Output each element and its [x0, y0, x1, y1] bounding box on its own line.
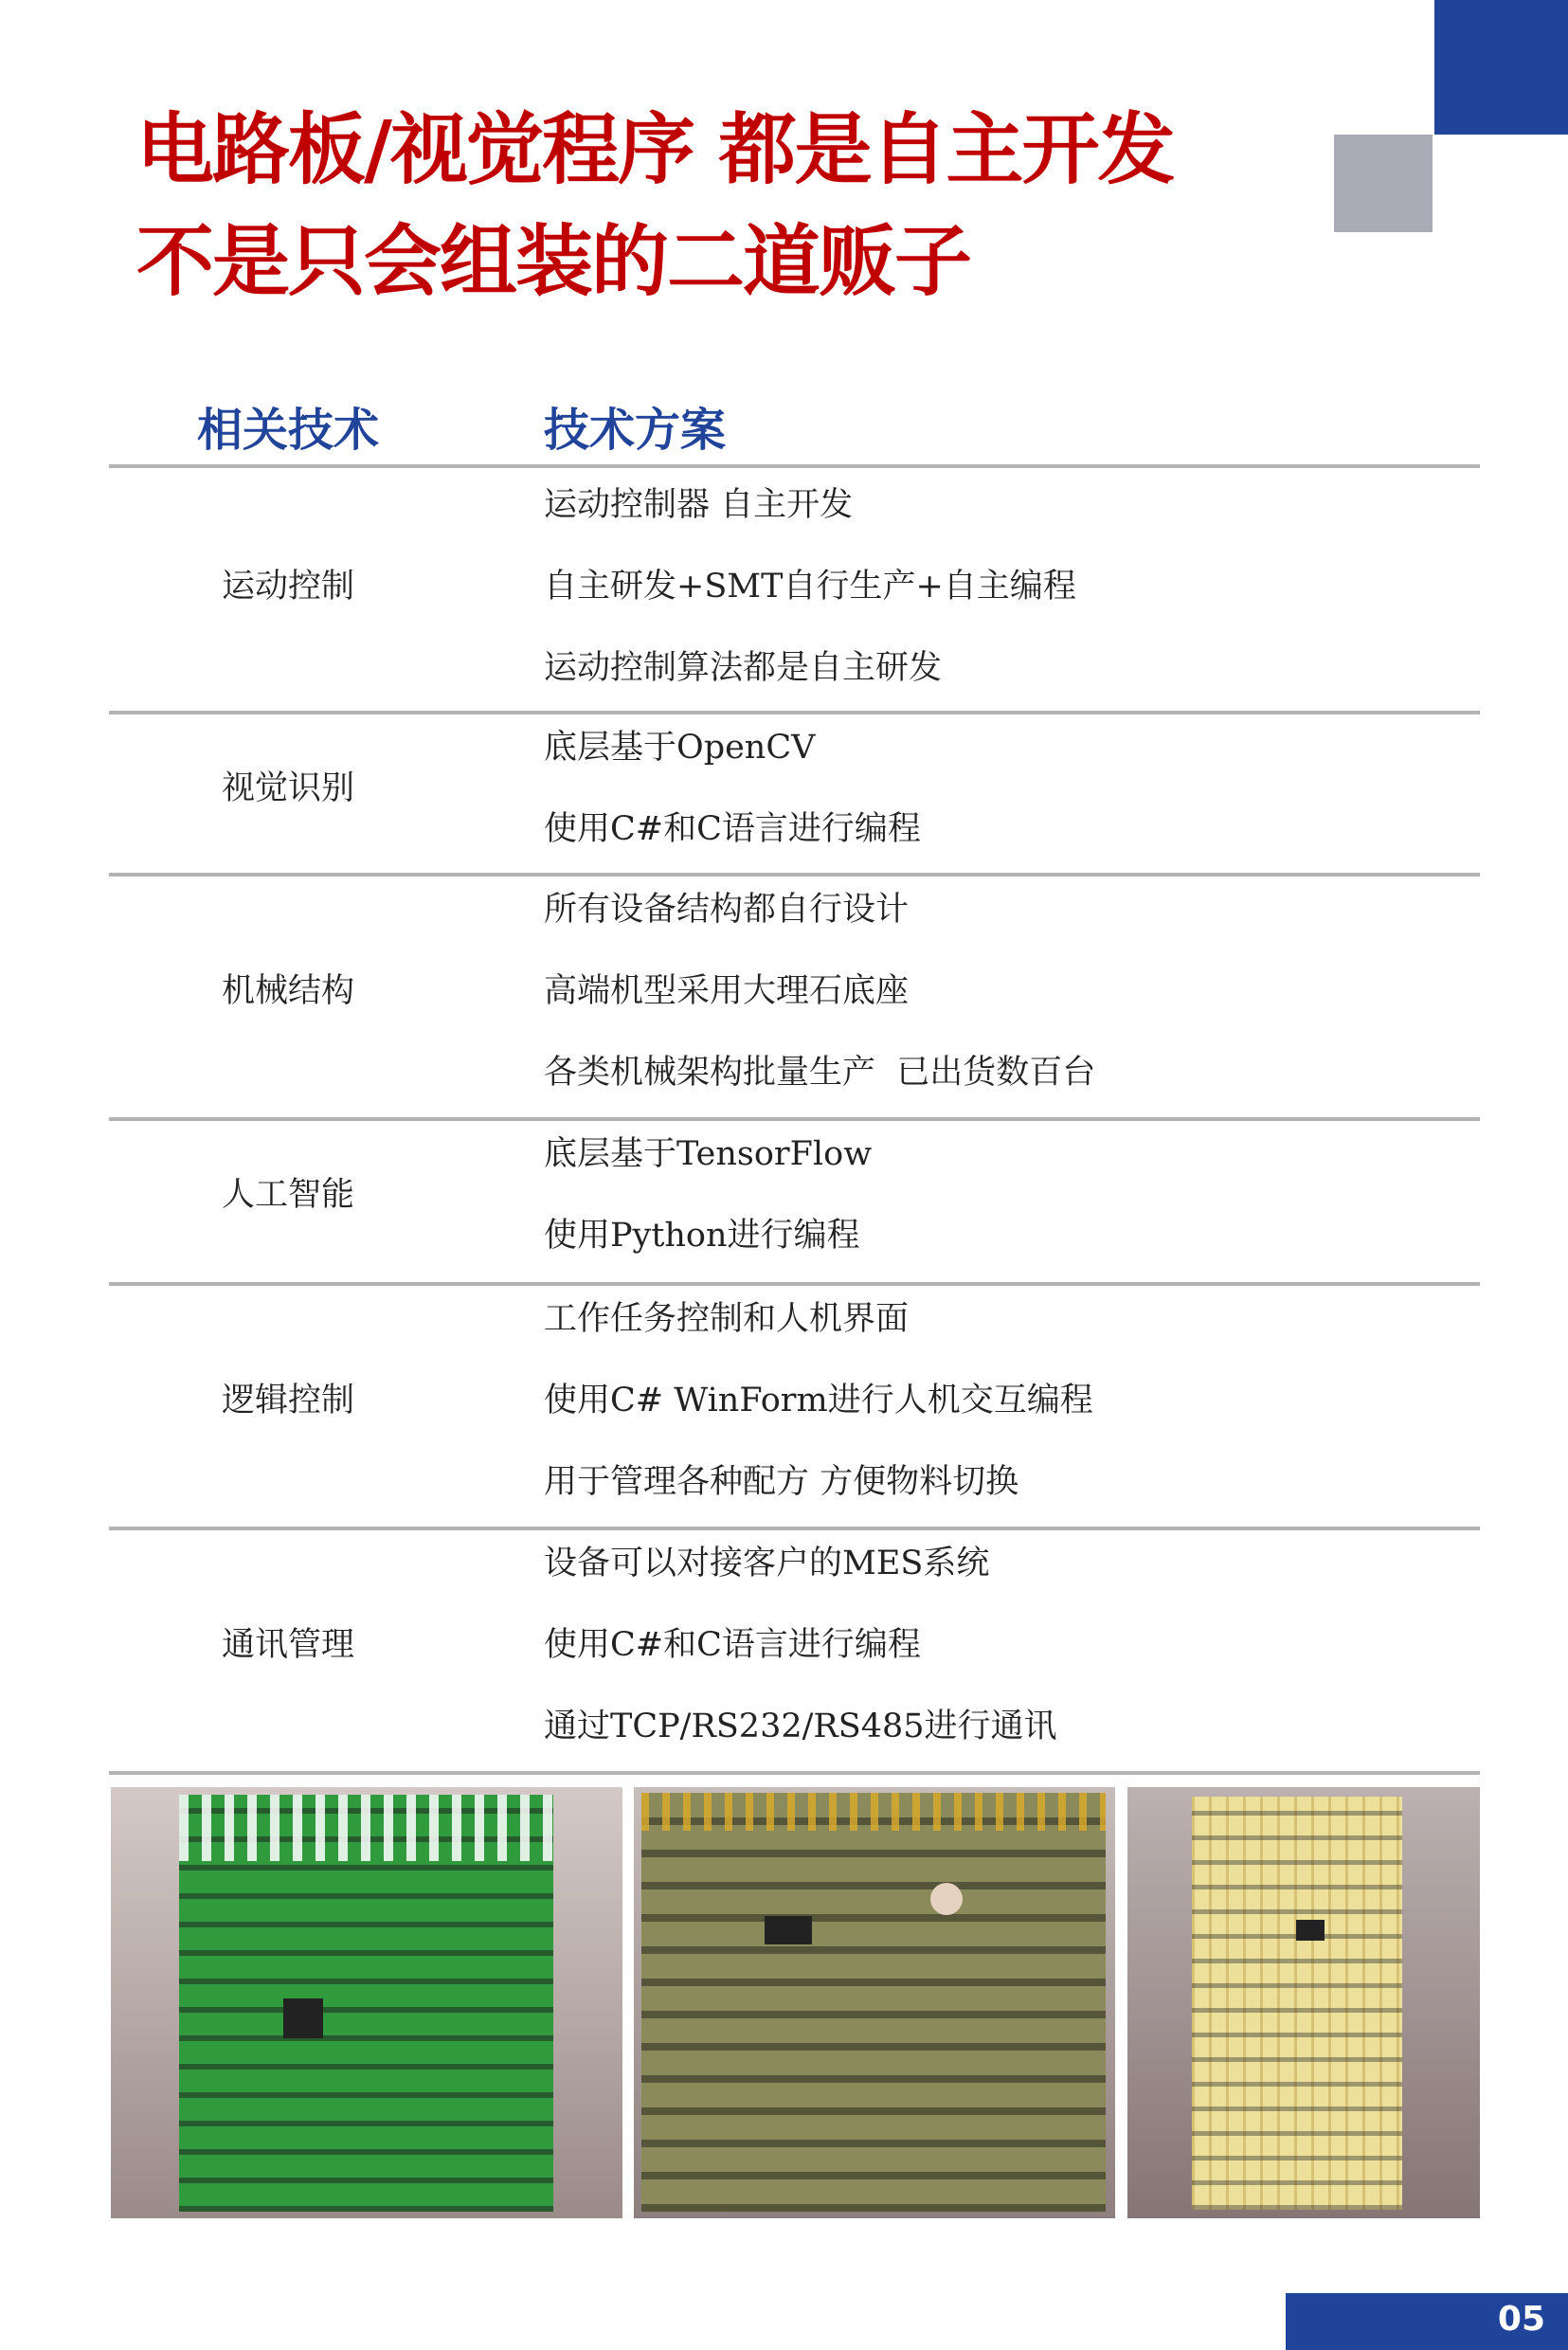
- solution-item: 设备可以对接客户的MES系统: [544, 1545, 990, 1582]
- column-header-solution: 技术方案: [544, 404, 727, 457]
- solution-item: 工作任务控制和人机界面: [544, 1300, 910, 1338]
- solution-item: 自主研发+SMT自行生产+自主编程: [544, 568, 1076, 606]
- pcb-photo-yellow: [1127, 1787, 1480, 2218]
- solution-item: 各类机械架构批量生产 已出货数百台: [544, 1054, 1096, 1092]
- pcb-photo-gray: [634, 1787, 1115, 2218]
- row-divider: [109, 1117, 1480, 1121]
- yellow-circuit-board: [1192, 1797, 1402, 2210]
- page-title-line-1: 电路板/视觉程序 都是自主开发: [136, 105, 1174, 195]
- solution-item: 运动控制算法都是自主研发: [544, 649, 943, 687]
- tech-label: 逻辑控制: [222, 1382, 355, 1419]
- decorative-gray-block: [1334, 135, 1433, 232]
- page-number-box: [1286, 2293, 1568, 2350]
- tech-label: 运动控制: [222, 568, 355, 606]
- tech-label: 视觉识别: [222, 769, 355, 807]
- row-divider: [109, 873, 1480, 877]
- green-circuit-board: [179, 1795, 553, 2212]
- solution-item: 通过TCP/RS232/RS485进行通讯: [544, 1708, 1057, 1745]
- solution-item: 高端机型采用大理石底座: [544, 972, 910, 1010]
- gray-circuit-board: [641, 1793, 1106, 2212]
- solution-item: 使用Python进行编程: [544, 1217, 860, 1255]
- solution-item: 所有设备结构都自行设计: [544, 891, 910, 929]
- solution-item: 使用C#和C语言进行编程: [544, 1626, 921, 1664]
- row-divider: [109, 1527, 1480, 1530]
- header-divider: [109, 464, 1480, 468]
- tech-label: 人工智能: [222, 1176, 355, 1214]
- row-divider: [109, 1771, 1480, 1775]
- tech-label: 通讯管理: [222, 1626, 355, 1664]
- solution-item: 底层基于TensorFlow: [544, 1135, 873, 1173]
- solution-item: 使用C# WinForm进行人机交互编程: [544, 1382, 1093, 1419]
- solution-item: 底层基于OpenCV: [544, 729, 816, 767]
- solution-item: 使用C#和C语言进行编程: [544, 810, 921, 848]
- tech-label: 机械结构: [222, 972, 355, 1010]
- row-divider: [109, 711, 1480, 714]
- solution-item: 用于管理各种配方 方便物料切换: [544, 1463, 1019, 1501]
- solution-item: 运动控制器 自主开发: [544, 486, 854, 524]
- row-divider: [109, 1282, 1480, 1286]
- page-number: 05: [1497, 2300, 1545, 2339]
- decorative-blue-block: [1434, 0, 1568, 135]
- column-header-technology: 相关技术: [197, 404, 380, 457]
- page-title-line-2: 不是只会组装的二道贩子: [136, 217, 971, 307]
- pcb-photo-green: [111, 1787, 622, 2218]
